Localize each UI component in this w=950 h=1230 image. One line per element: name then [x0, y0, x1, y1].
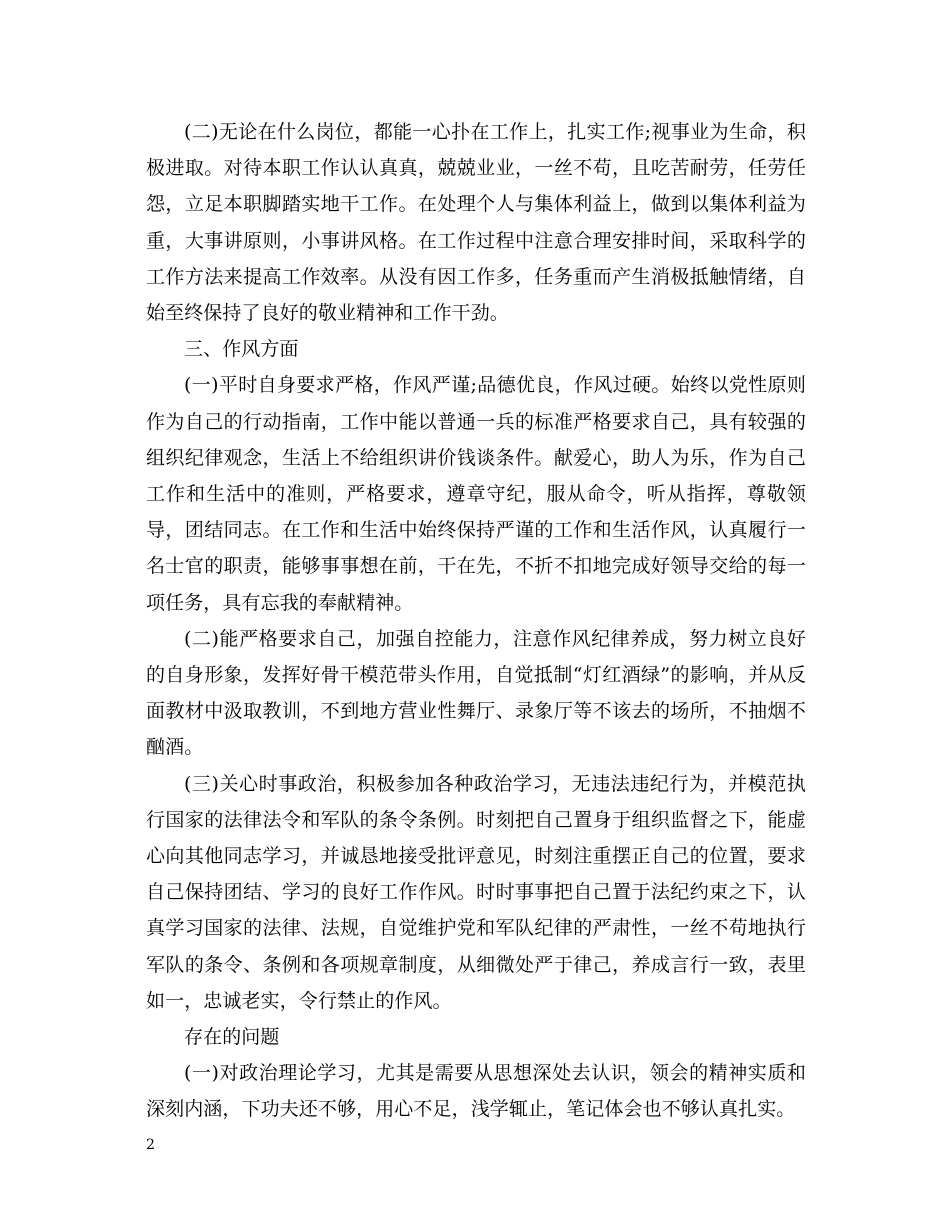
- section-heading-existing-problems: 存在的问题: [184, 1026, 280, 1049]
- page-number: 2: [146, 1137, 155, 1153]
- body-text: [146, 114, 806, 1128]
- paragraph-strict-self-discipline: (一)平时自身要求严格，作风严谨;品德优良，作风过硬。始终以党性原则作为自己的行动指南，工作中能以普通一兵的标准严格要求自己，具有较强的组织纪律观念，生活上不给组织讲价钱谈条件。献爱心，助人为乐，作为自己工作和生活中的准则，严格要求，遵章守纪，服从命令，听从指挥，尊敬领导，团结同志。在工作和生活中始终保持严谨的工作和生活作风，认真履行一名士官的职责，能够事事想在前，干在先，不折不扣地完成好领导交给的每一项任务，具有忘我的奉献精神。: [146, 374, 806, 614]
- paragraph-work-attitude: (二)无论在什么岗位，都能一心扑在工作上，扎实工作;视事业为生命，积极进取。对待本职工作认认真真，兢兢业业，一丝不苟，且吃苦耐劳，任劳任怨，立足本职脚踏实地干工作。在处理个人与集体利益上，做到以集体利益为重，大事讲原则，小事讲风格。在工作过程中注意合理安排时间，采取科学的工作方法来提高工作效率。从没有因工作多，任务重而产生消极抵触情绪，自始至终保持了良好的敬业精神和工作干劲。: [146, 121, 806, 325]
- section-heading-work-style: 三、作风方面: [184, 338, 299, 361]
- paragraph-political-concern: (三)关心时事政治，积极参加各种政治学习，无违法违纪行为，并模范执行国家的法律法令和军队的条令条例。时刻把自己置身于组织监督之下，能虚心向其他同志学习，并诚恳地接受批评意见，时刻注重摆正自己的位置，要求自己保持团结、学习的良好工作作风。时时事事把自己置于法纪约束之下，认真学习国家的法律、法规，自觉维护党和军队纪律的严肃性，一丝不苟地执行军队的条令、条例和各项规章制度，从细微处严于律己，养成言行一致，表里如一，忠诚老实，令行禁止的作风。: [146, 772, 806, 1012]
- paragraph-theory-study: (一)对政治理论学习，尤其是需要从思想深处去认识，领会的精神实质和深刻内涵，下功夫还不够，用心不足，浅学辄止，笔记体会也不够认真扎实。: [146, 1062, 806, 1121]
- paragraph-self-control: (二)能严格要求自己，加强自控能力，注意作风纪律养成，努力树立良好的自身形象，发挥好骨干模范带头作用，自觉抵制“灯红酒绿”的影响，并从反面教材中汲取教训，不到地方营业性舞厅、录象厅等不该去的场所，不抽烟不酗酒。: [146, 627, 806, 759]
